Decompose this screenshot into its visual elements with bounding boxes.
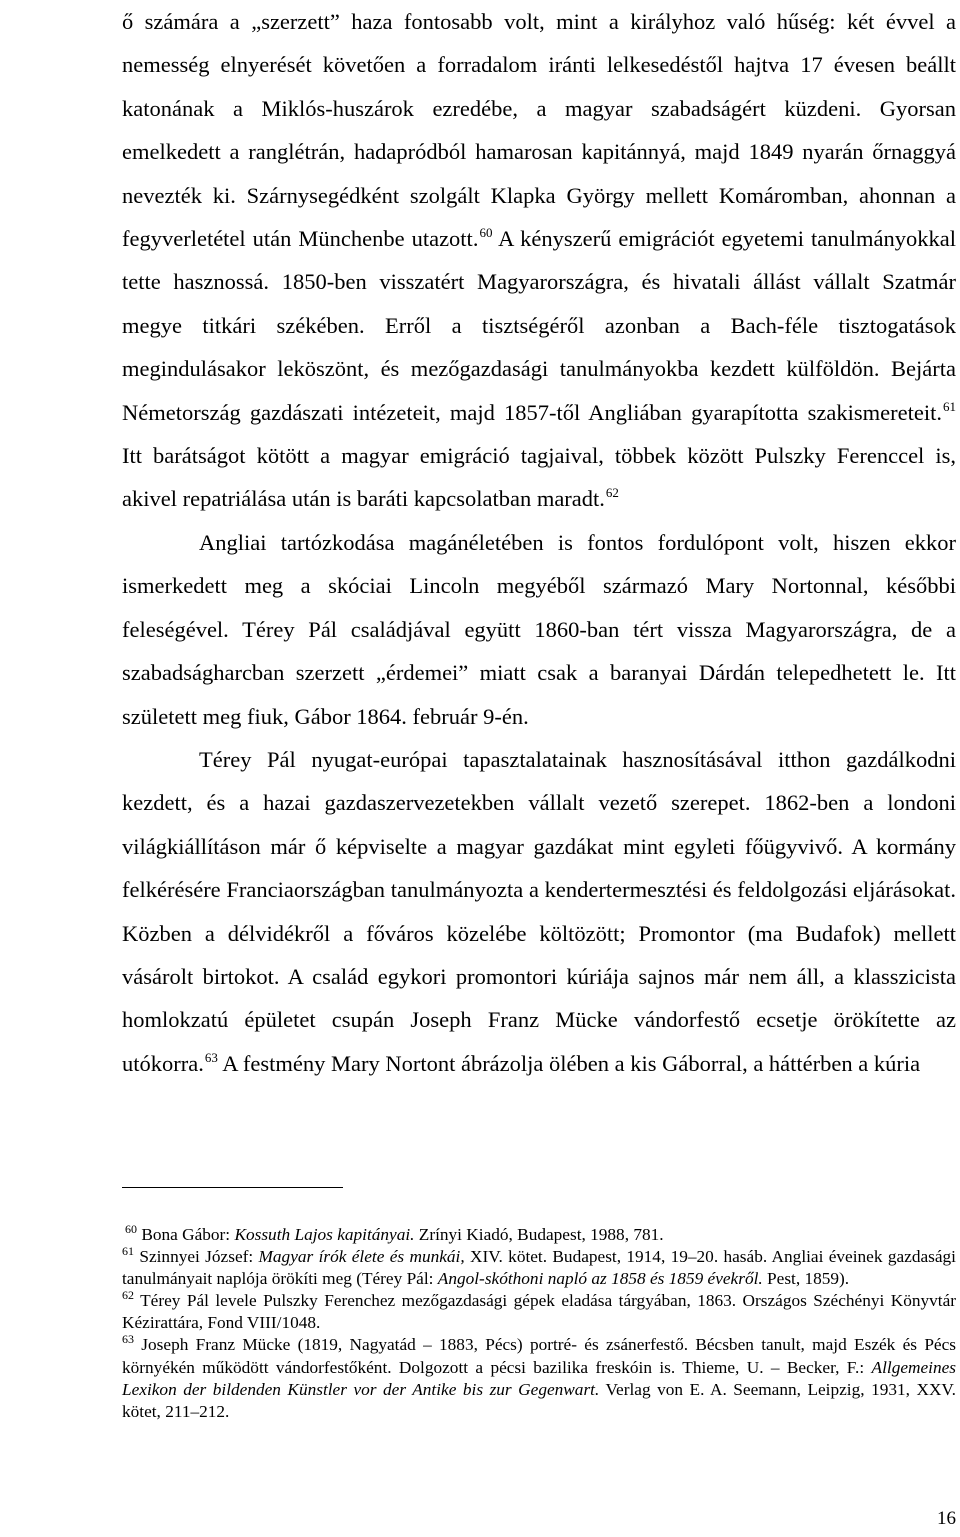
footnote-mark: 62 [122, 1288, 134, 1303]
footnote-mark: 61 [122, 1244, 134, 1259]
text-run: Térey Pál levele Pulszky Ferenchez mezőgazdasági gépek eladása tárgyában, 1863. Országos Széchényi Könyvtár Kézirattára, Fond VIII/1048. [122, 1291, 956, 1333]
text-run: Zrínyi Kiadó, Budapest, 1988, 781. [414, 1225, 664, 1244]
footnote-separator [122, 1187, 343, 1188]
text-run: Bona Gábor: [137, 1225, 235, 1244]
footnote-mark: 63 [122, 1332, 134, 1347]
footnote-63 [122, 1334, 956, 1422]
footnote-61 [122, 1246, 956, 1290]
document-page [122, 0, 956, 1537]
footnote-60 [122, 1224, 956, 1246]
footnote-mark: 60 [125, 1222, 137, 1236]
page-number: 16 [937, 1508, 956, 1529]
text-run: Verlag von E. A. Seemann, Leipzig, 1931, XXV. kötet, 211–212. [122, 1379, 956, 1421]
text-run: Pest, 1859). [762, 1269, 850, 1289]
footnotes-section [122, 1224, 956, 1423]
text-run: A kényszerű emigrációt egyetemi tanulmányokkal tette hasznossá. 1850-ben visszatért Magyarországra, és hivatali állást vállalt Szatmár megye titkári székében. Erről a tisztségéről azonban a Bach-féle tisztogatások megindulásakor leköszönt, és mezőgazdasági tanulmányokba kezdett külföldön. Bejárta Németország gazdászati intézeteit, majd 1857-től Angliában gyarapította szakismereteit. [122, 226, 956, 425]
body-paragraph [122, 738, 956, 1085]
text-run: ő számára a „szerzett” haza fontosabb volt, mint a királyhoz való hűség: két évvel a nemesség elnyerését követően a forradalom iránti lelkesedéstől hajtva 17 évesen beállt katonának a Miklós-huszárok ezredébe, a magyar szabadságért küzdeni. Gyorsan emelkedett a ranglétrán, hadapródból hamarosan kapitánnyá, majd 1849 nyarán őrnaggyá nevezték ki. Szárnysegédként szolgált Klapka György mellett Komáromban, ahonnan a fegyverletétel után Münchenbe utazott. [122, 9, 956, 252]
text-run: XIV. kötet. Budapest, 1914, 19–20. hasáb. Angliai éveinek gazdasági tanulmányait naplója örökíti meg (Térey Pál: [122, 1247, 956, 1289]
footnote-reference: 63 [204, 1049, 218, 1065]
text-run: Térey Pál nyugat-európai tapasztalatainak hasznosításával itthon gazdálkodni kezdett, és a hazai gazdaszervezetekben vállalt vezető szerepet. 1862-ben a londoni világkiállításon már ő képviselte a magyar gazdákat mint egyleti főügyvivő. A kormány felkérésére Franciaországban tanulmányozta a kendertermesztési és feldolgozási eljárásokat. Közben a délvidékről a főváros közelébe költözött; Promontor (ma Budafok) mellett vásárolt birtokot. A család egykori promontori kúriája sajnos már nem áll, a klasszicista homlokzatú épületet csupán Joseph Franz Mücke vándorfestő ecsetje örökítette az utókorra. [122, 746, 956, 1076]
cited-title: Angol-skóthoni napló az 1858 és 1859 évekről. [437, 1269, 763, 1289]
text-run: Itt barátságot kötött a magyar emigráció tagjaival, többek között Pulszky Ferenccel is, akivel repatriálása után is baráti kapcsolatban maradt. [122, 443, 956, 512]
body-paragraph [122, 0, 956, 521]
cited-title: Magyar írók élete és munkái, [258, 1247, 465, 1267]
text-run: Joseph Franz Mücke (1819, Nagyatád – 1883, Pécs) portré- és zsánerfestő. Bécsben tanult, majd Eszék és Pécs környékén működött vándorfestőként. Dolgozott a pécsi bazilika freskóin is. Thieme, U. – Becker, F.: [122, 1335, 956, 1377]
body-paragraph [122, 521, 956, 738]
text-run: Szinnyei József: [134, 1247, 259, 1267]
footnote-reference: 61 [943, 398, 956, 414]
cited-title: Allgemeines Lexikon der bildenden Künstler vor der Antike bis zur Gegenwart. [122, 1357, 956, 1399]
text-run: Angliai tartózkodása magánéletében is fontos fordulópont volt, hiszen ekkor ismerkedett meg a skóciai Lincoln megyéből származó Mary Nortonnal, későbbi feleségével. Térey Pál családjával együtt 1860-ban tért vissza Magyarországra, de a szabadságharcban szerzett „érdemei” miatt csak a baranyai Dárdán telepedhetett le. Itt született meg fiuk, Gábor 1864. február 9-én. [122, 529, 956, 729]
text-run: A festmény Mary Nortont ábrázolja ölében a kis Gáborral, a háttérben a kúria [217, 1050, 921, 1076]
cited-title: Kossuth Lajos kapitányai. [234, 1225, 415, 1244]
footnote-reference: 62 [605, 485, 619, 501]
main-body-text [122, 0, 956, 1085]
footnote-62 [122, 1290, 956, 1334]
footnote-reference: 60 [479, 225, 493, 241]
